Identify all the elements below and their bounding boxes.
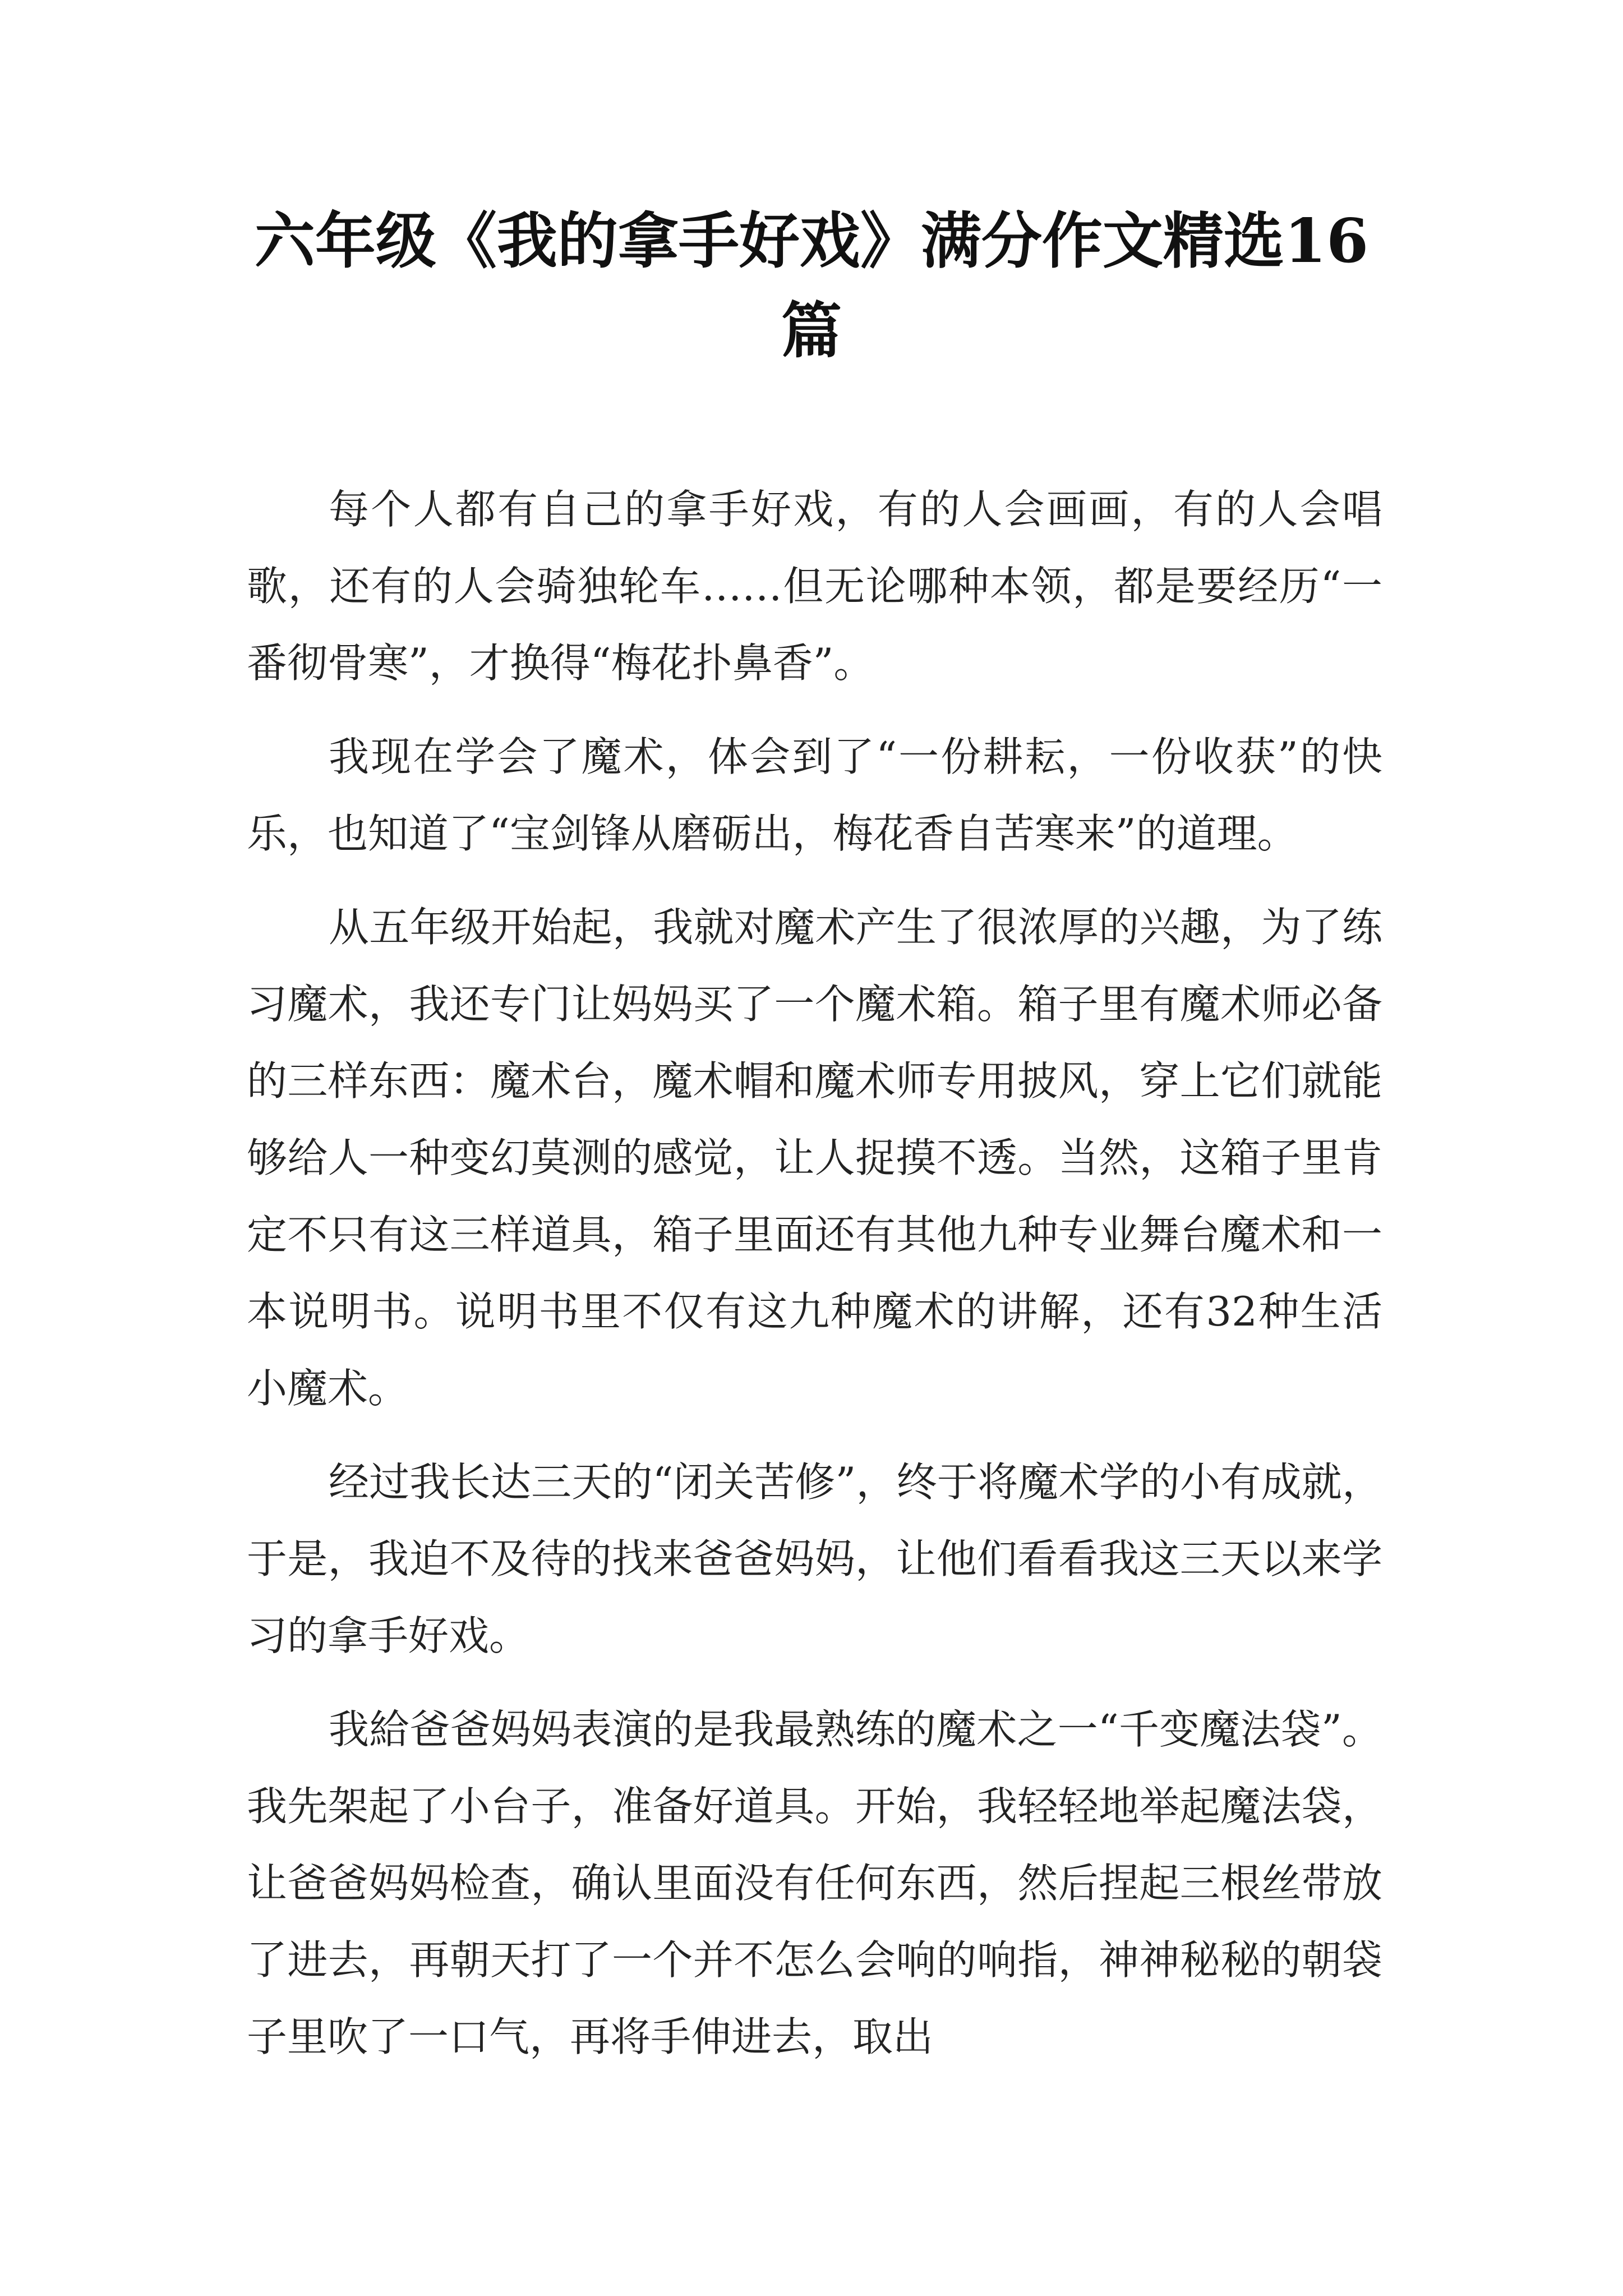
document-title: 六年级《我的拿手好戏》满分作文精选16篇: [254, 206, 1369, 366]
paragraph-1: 每个人都有自己的拿手好戏，有的人会画画，有的人会唱歌，还有的人会骑独轮车……但无论哪种本领，都是要经历“一番彻骨寒”，才换得“梅花扑鼻香”。: [247, 486, 1382, 687]
paragraph-4: 经过我长达三天的“闭关苦修”，终于将魔术学的小有成就，于是，我迫不及待的找来爸爸妈妈，让他们看看我这三天以来学习的拿手好戏。: [247, 1458, 1382, 1659]
paragraph-2: 我现在学会了魔术，体会到了“一份耕耘，一份收获”的快乐，也知道了“宝剑锋从磨砺出，梅花香自苦寒来”的道理。: [247, 733, 1382, 857]
document-body: [247, 471, 1382, 2092]
paragraph-3: 从五年级开始起，我就对魔术产生了很浓厚的兴趣，为了练习魔术，我还专门让妈妈买了一个魔术箱。箱子里有魔术师必备的三样东西：魔术台，魔术帽和魔术师专用披风，穿上它们就能够给人一种变幻莫测的感觉，让人捉摸不透。当然，这箱子里肯定不只有这三样道具，箱子里面还有其他九种专业舞台魔术和一本说明书。说明书里不仅有这九种魔术的讲解，还有32种生活小魔术。: [247, 904, 1382, 1412]
paragraph-5: 我給爸爸妈妈表演的是我最熟练的魔术之一“千变魔法袋”。我先架起了小台子，准备好道具。开始，我轻轻地举起魔法袋，让爸爸妈妈检查，确认里面没有任何东西，然后捏起三根丝带放了进去，再朝天打了一个并不怎么会响的响指，神神秘秘的朝袋子里吹了一口气，再将手伸进去，取出: [247, 1706, 1382, 2060]
